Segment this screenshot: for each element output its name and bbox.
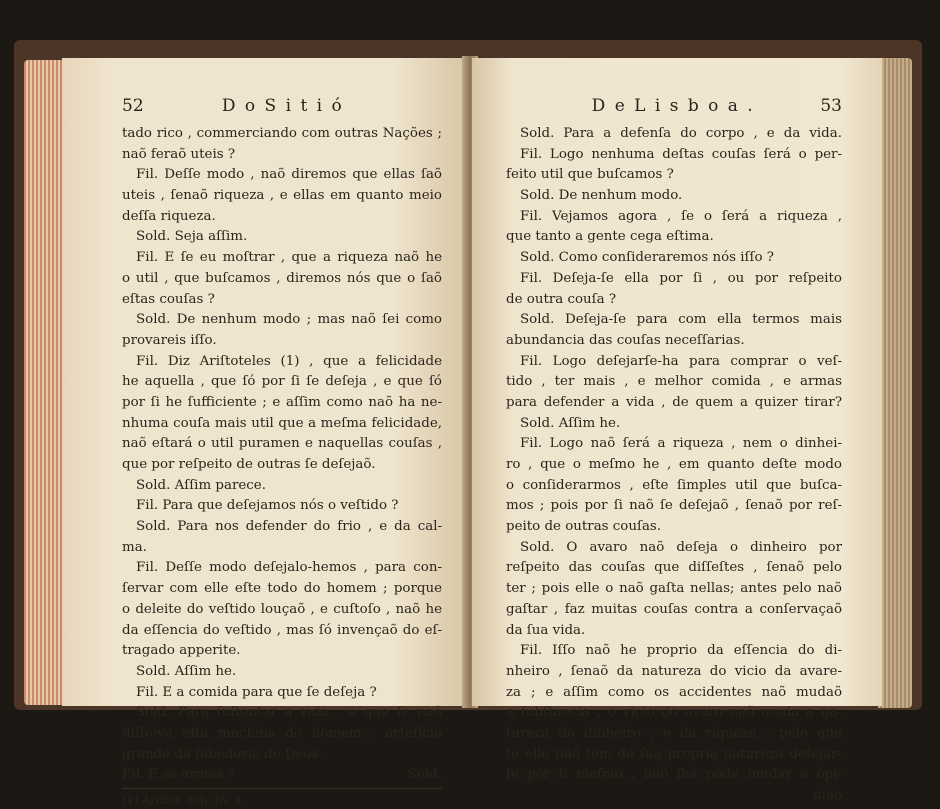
text-line: eſtas couſas ?	[122, 291, 215, 307]
text-line: Sold. De nenhum modo ; mas naõ ſei como	[136, 312, 442, 328]
text-line: por ſi he ſufficiente ; e aſſim como naõ ha ne-	[122, 394, 442, 410]
catchword: Sold.	[407, 767, 442, 783]
text-line: Fil. Logo naõ ſerá a riqueza , nem o dinhei-	[520, 436, 842, 452]
last-line-text: Fil. E as armas ?	[122, 767, 235, 783]
text-line: ro , que o meſmo he , em quanto deſte modo	[506, 457, 842, 472]
running-title: D e L i s b o a .	[591, 96, 755, 116]
text-line-final	[122, 765, 442, 786]
text-line: Fil. E a comida para que ſe deſeja ?	[136, 684, 377, 700]
text-line: Fil. E ſe eu moſtrar , que a riqueza naõ he	[136, 250, 442, 266]
text-line: gaſtar , faz muitas couſas contra a conſervaçaõ	[506, 601, 842, 617]
running-head-left	[122, 96, 442, 122]
page-number: 53	[820, 96, 842, 116]
text-line: ma.	[122, 539, 147, 555]
running-head-right	[506, 96, 842, 122]
text-line: grande da ſabedoria de Deos.	[122, 746, 323, 762]
page-number: 52	[122, 96, 144, 116]
text-line: Fil. Deſſe modo , naõ diremos que ellas ſaõ	[136, 167, 442, 183]
text-line: za ; e aſſim como os accidentes naõ mudaõ	[506, 684, 842, 700]
text-line: Fil. Deſſe modo deſejalo-hemos , para con-	[136, 560, 442, 576]
text-line: o conſiderarmos , eſte ſimples util que buſca-	[506, 477, 842, 493]
text-line: peito de outras couſas.	[506, 519, 662, 535]
text-line: que por reſpeito de outras ſe deſejaõ.	[122, 457, 376, 472]
text-line: ſe elle naõ tem de ſua propria natureza deſejar-	[506, 746, 842, 762]
text-line: de outra couſa ?	[506, 291, 617, 307]
page-edges-right	[878, 58, 912, 708]
text-line: o util , que buſcamos , diremos nós que o ſaõ	[122, 270, 442, 286]
text-line: Sold. Aſſim he.	[520, 415, 621, 431]
text-line: naõ eſtará o util puramen e naquellas couſas ,	[122, 436, 442, 452]
text-line: que tanto a gente cega eſtima.	[506, 229, 714, 245]
left-page	[62, 58, 466, 807]
text-line: tido , ter mais , e melhor comida , e armas	[506, 374, 842, 390]
text-line: abundancia das couſas neceſſarias.	[506, 332, 745, 348]
text-line: Sold. Deſeja-ſe para com ella termos mais	[520, 312, 842, 328]
text-line: Fil. Para que deſejamos nós o veſtido ?	[136, 498, 399, 514]
text-line: da ſua vida.	[506, 622, 586, 638]
text-line: Sold. Para nos defender do frio , e da cal-	[136, 519, 442, 535]
text-line: Fil. Deſeja-ſe ella por ſi , ou por reſpeito	[520, 270, 842, 286]
text-line: tado rico , commerciando com outras Nações ;	[122, 126, 442, 141]
footnote-rule	[122, 788, 442, 789]
text-line: Sold. Para ſuſtentar a vida , e que ſe naõ	[136, 705, 442, 721]
text-line: o deleite do veſtido louçaõ , e cuſtoſo , naõ he	[122, 601, 442, 617]
text-line: Sold. O avaro naõ deſeja o dinheiro por	[520, 539, 842, 555]
catchword: niaõ	[813, 788, 842, 803]
text-line: Sold. Como conſideraremos nós iſſo ?	[520, 250, 774, 266]
text-line: mos ; pois por ſi naõ ſe deſejaõ , ſenaõ por reſ-	[506, 498, 842, 514]
text-line: ſe por ſi meſmo , naõ lha póde mudar a opi-	[506, 767, 842, 783]
text-line: Fil. Vejamos agora , ſe o ſerá a riqueza ,	[520, 208, 842, 224]
text-line: Sold. De nenhum modo.	[520, 188, 683, 204]
text-line: he aquella , que ſó por ſi ſe deſeja , e que ſó	[122, 374, 442, 390]
text-line: nhuma couſa mais util que a meſma felicidade,	[122, 415, 442, 431]
text-line: feito util que buſcamos ?	[506, 167, 674, 183]
text-line: a ſubſtancia , o vicio do avaro naõ muda a na-	[506, 705, 842, 721]
text-line: naõ feraõ uteis ?	[122, 146, 236, 162]
text-line: da eſſencia do veſtido , mas ſó invençaõ do eſ-	[122, 622, 442, 638]
text-block-right	[506, 124, 842, 786]
text-line: Fil. Logo nenhuma deſtas couſas ſerá o per-	[520, 146, 842, 162]
text-line: diſſolva eſta machina do homem , artefício	[122, 725, 442, 741]
running-title: D o S i t i ó	[221, 96, 344, 116]
text-line: Fil. Diz Ariſtoteles (1) , que a felicidade	[136, 353, 442, 369]
text-line: Fil. Logo deſejarſe-ha para comprar o veſ-	[520, 353, 842, 369]
text-block-left	[122, 124, 442, 765]
right-page	[472, 58, 882, 803]
text-line: para defender a vida , de quem a quizer tirar?	[506, 394, 842, 410]
text-line: Sold. Aſſim parece.	[136, 477, 266, 493]
text-line: ſervar com elle eſte todo do homem ; porque	[122, 581, 442, 597]
text-line: reſpeito das couſas que diſſeſtes , ſenaõ pelo	[506, 560, 842, 576]
text-line: Sold. Para a defenſa do corpo , e da vida.	[520, 126, 842, 141]
footnote: (1) Ariſtot. Eth. liv. 1.	[122, 793, 246, 807]
text-line: nheiro , ſenaõ da natureza do vicio da avare-	[506, 663, 842, 679]
text-line: deſſa riqueza.	[122, 208, 216, 224]
text-line: tragado apperite.	[122, 643, 241, 659]
text-line: provareis iſſo.	[122, 332, 217, 348]
text-line: uteis , ſenaõ riqueza , e ellas em quanto meio	[122, 188, 442, 204]
text-line: Fil. Iſſo naõ he proprio da eſſencia do di-	[520, 643, 842, 659]
text-line: Sold. Seja aſſim.	[136, 229, 248, 245]
text-line: ter ; pois elle o naõ gaſta nellas; antes pelo naõ	[506, 581, 842, 597]
text-line: Sold. Aſſim he.	[136, 663, 237, 679]
text-line: tureza do dinheiro , e da riqueza : pelo que	[506, 725, 842, 741]
